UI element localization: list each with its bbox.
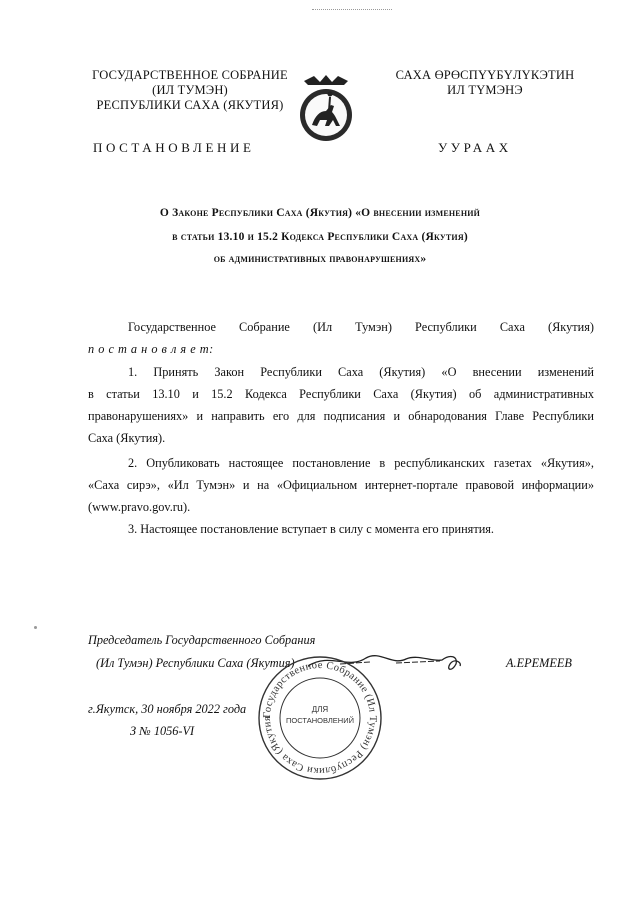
paragraph-3-line1: 3. Настоящее постановление вступает в силу с момента его принятия.: [128, 522, 495, 536]
signatory-position-line1: Председатель Государственного Собрания: [88, 633, 316, 647]
signatory-position-line2: (Ил Тумэн) Республики Саха (Якутия): [96, 656, 295, 670]
paragraph-1-line3: правонарушениях» и направить его для подписания и обнародования Главе Республики: [88, 409, 594, 423]
issuer-ru-line3: РЕСПУБЛИКИ САХА (ЯКУТИЯ): [96, 98, 284, 112]
document-title-line1: О Законе Республики Саха (Якутия) «О внесении изменений: [159, 207, 481, 219]
intro-word: Собрание: [239, 320, 290, 334]
intro-word: (Ил: [312, 320, 333, 334]
intro-word: Тумэн): [355, 320, 392, 334]
scan-artifact: [312, 9, 392, 12]
stamp-center-line1: ДЛЯ: [311, 705, 329, 714]
paragraph-2-line2: «Саха сирэ», «Ил Тумэн» и на «Официальном интернет-портале правовой информации»: [88, 478, 594, 492]
official-stamp: [256, 654, 384, 782]
paragraph-2-line1: 2. Опубликовать настоящее постановление в республиканских газетах «Якутия»,: [128, 456, 594, 470]
paragraph-1-line1: 1. Принять Закон Республики Саха (Якутия) «О внесении изменений: [128, 365, 594, 379]
issuer-sakha-line2: ИЛ ТҮМЭНЭ: [447, 83, 523, 97]
issuer-sakha-line1: САХА ӨРӨСПҮҮБҮЛҮКЭТИН: [395, 68, 575, 82]
doc-type-sakha: УУРААХ: [438, 140, 512, 155]
scan-mark: [34, 626, 37, 629]
doc-type-ru: ПОСТАНОВЛЕНИЕ: [93, 140, 255, 155]
intro-line: [128, 316, 594, 338]
place-and-date: г.Якутск, 30 ноября 2022 года: [88, 702, 247, 716]
issuer-sakha: [370, 68, 600, 98]
issuer-ru: [70, 68, 310, 113]
document-number: З № 1056-VI: [130, 724, 195, 738]
document-title-line3: об административных правонарушениях»: [213, 253, 427, 265]
stamp-center-line2: ПОСТАНОВЛЕНИЙ: [285, 716, 355, 725]
intro-word: Государственное: [128, 320, 216, 334]
paragraph-1-line4: Саха (Якутия).: [88, 431, 166, 445]
intro-word: Республики: [415, 320, 477, 334]
stamp-ring-text: Государственное Собрание (Ил Тумэн) Республики Саха (Якутия: [261, 659, 379, 777]
coat-of-arms-emblem: [298, 73, 354, 145]
decides-word: п о с т а н о в л я е т:: [88, 342, 214, 356]
signatory-name: А.ЕРЕМЕЕВ: [506, 656, 572, 670]
paragraph-1-line2: в статьи 13.10 и 15.2 Кодекса Республики Саха (Якутия) об административных: [88, 387, 594, 401]
paragraph-2-line3: (www.pravo.gov.ru).: [88, 500, 191, 514]
document-title-line2: в статьи 13.10 и 15.2 Кодекса Республики Саха (Якутия): [172, 231, 468, 243]
issuer-ru-line2: (ИЛ ТУМЭН): [152, 83, 228, 97]
issuer-ru-line1: ГОСУДАРСТВЕННОЕ СОБРАНИЕ: [92, 68, 288, 82]
intro-word: Саха: [499, 320, 525, 334]
intro-word: (Якутия): [548, 320, 594, 334]
